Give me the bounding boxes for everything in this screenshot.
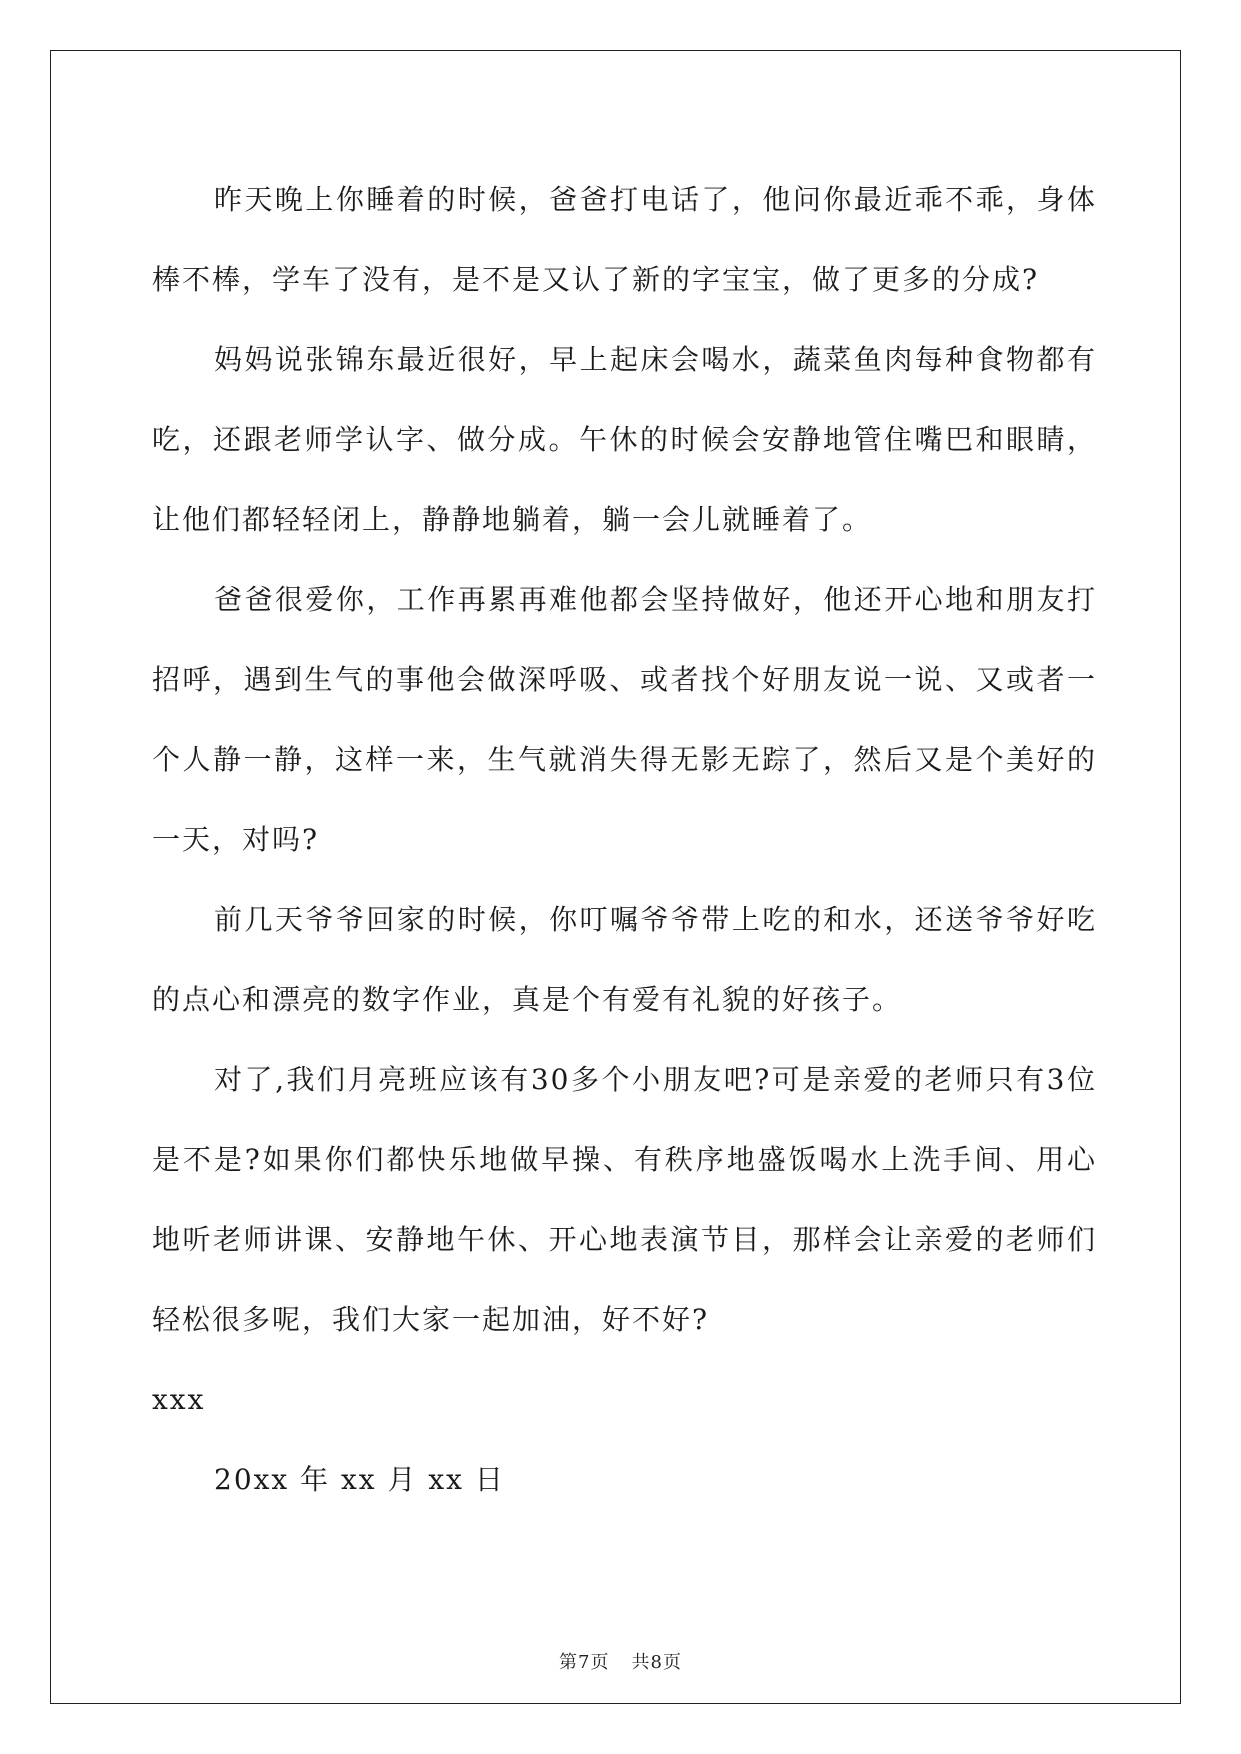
page-footer [0,1648,1241,1674]
page-number-total: 共8页 [631,1652,682,1673]
paragraph: 对了,我们月亮班应该有30多个小朋友吧?可是亲爱的老师只有3位是不是?如果你们都快乐地做早操、有秩序地盛饭喝水上洗手间、用心地听老师讲课、安静地午休、开心地表演节目，那样会让亲爱的老师们轻松很多呢，我们大家一起加油，好不好? [152,1063,1097,1336]
letter-date: 20xx 年 xx 月 xx 日 [214,1463,505,1496]
paragraph: 前几天爷爷回家的时候，你叮嘱爷爷带上吃的和水，还送爷爷好吃的点心和漂亮的数字作业，真是个有爱有礼貌的好孩子。 [152,903,1097,1016]
letter-body [152,160,1097,1520]
page-number-current: 第7页 [559,1652,610,1673]
signature: xxx [152,1383,206,1416]
paragraph: 妈妈说张锦东最近很好，早上起床会喝水，蔬菜鱼肉每种食物都有吃，还跟老师学认字、做分成。午休的时候会安静地管住嘴巴和眼睛，让他们都轻轻闭上，静静地躺着，躺一会儿就睡着了。 [152,343,1097,536]
paragraph: 爸爸很爱你，工作再累再难他都会坚持做好，他还开心地和朋友打招呼，遇到生气的事他会做深呼吸、或者找个好朋友说一说、又或者一个人静一静，这样一来，生气就消失得无影无踪了，然后又是个美好的一天，对吗? [152,583,1097,856]
paragraph: 昨天晚上你睡着的时候，爸爸打电话了，他问你最近乖不乖，身体棒不棒，学车了没有，是不是又认了新的字宝宝，做了更多的分成? [152,183,1097,296]
